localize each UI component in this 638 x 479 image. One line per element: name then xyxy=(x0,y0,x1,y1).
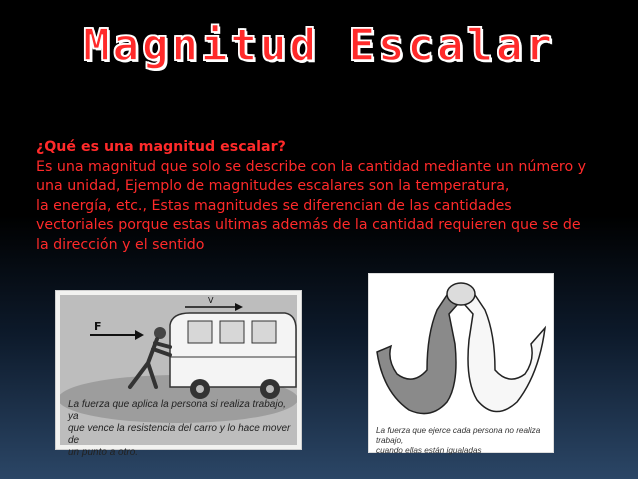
velocity-label: V xyxy=(208,296,214,305)
figure2-caption-line-1: La fuerza que ejerce cada persona no realiza trabajo, xyxy=(376,426,541,445)
arm-wrestling-illustration xyxy=(369,274,553,424)
figure1-caption-line-2: que vence la resistencia del carro y lo hace mover de xyxy=(68,423,291,446)
clasped-hands-icon xyxy=(447,283,475,305)
figure1-caption xyxy=(68,399,296,459)
figure-arm-wrestling xyxy=(368,273,554,453)
body-text xyxy=(36,138,626,255)
paragraph-line-3: la energía, etc., Estas magnitudes se diferencian de las cantidades xyxy=(36,197,512,214)
figure2-caption xyxy=(376,426,552,456)
paragraph-line-2: una unidad, Ejemplo de magnitudes escalares son la temperatura, xyxy=(36,178,510,194)
paragraph-line-5: la dirección y el sentido xyxy=(36,236,205,253)
slide-title: Magnitud Escalar xyxy=(83,20,555,71)
figure1-caption-line-1: La fuerza que aplica la persona si realiza trabajo, ya xyxy=(68,399,286,422)
question-heading: ¿Qué es una magnitud escalar? xyxy=(36,139,286,155)
figure-push-bus xyxy=(55,290,302,458)
figure2-caption-line-2: cuando ellas están igualadas xyxy=(376,446,482,455)
paragraph-line-4: vectoriales porque estas ultimas además de la cantidad requieren que se de xyxy=(36,217,581,233)
force-label: F xyxy=(94,320,102,333)
figure1-caption-line-3: un punto a otro. xyxy=(68,447,139,458)
paragraph-line-1: Es una magnitud que solo se describe con la cantidad mediante un número y xyxy=(36,158,587,175)
